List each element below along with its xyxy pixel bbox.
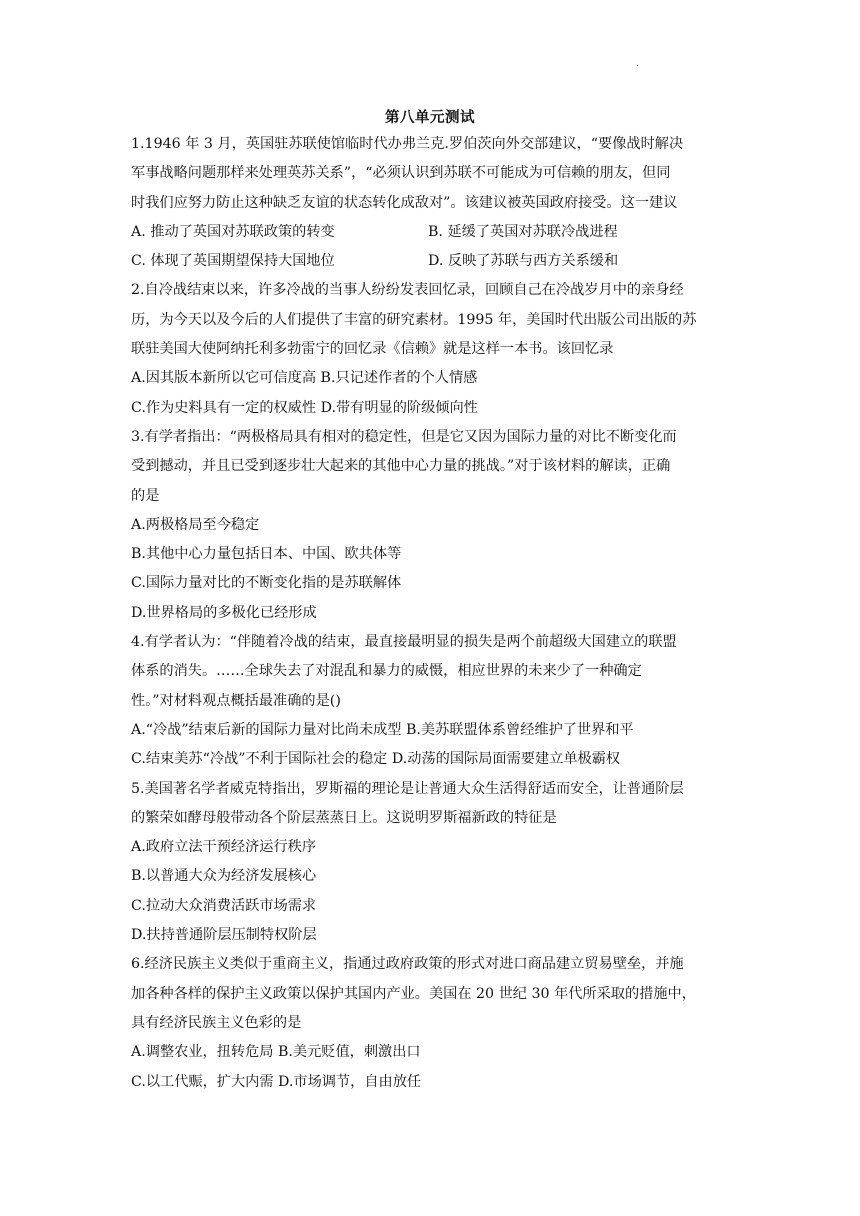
question-2 [131,276,741,422]
question-stem-line: 历，为今天以及今后的人们提供了丰富的研究素材。1995 年，美国时代出版公司出版的苏 [131,311,697,328]
option-a: A.政府立法干预经济运行秩序 [131,839,317,856]
question-stem-line: 性。”对材料观点概括最准确的是() [131,692,341,709]
question-stem-line: 4.有学者认为：“伴随着冷战的结束，最直接最明显的损失是两个前超级大国建立的联盟 [131,634,677,651]
option-row: A.“冷战”结束后新的国际力量对比尚未成型 B.美苏联盟体系曾经维护了世界和平 [131,721,634,738]
question-stem-line: 联驻美国大使阿纳托利多勃雷宁的回忆录《信赖》就是这样一本书。该回忆录 [131,341,614,358]
option-d: D.扶持普通阶层压制特权阶层 [131,927,317,944]
option-b: B. 延缓了英国对苏联冷战进程 [428,223,618,240]
question-stem-line: 2.自冷战结束以来，许多冷战的当事人纷纷发表回忆录，回顾自己在冷战岁月中的亲身经 [131,282,684,299]
question-stem-line: 1.1946 年 3 月，英国驻苏联使馆临时代办弗兰克.罗伯茨向外交部建议，“要像战时解决 [131,136,684,152]
option-row: C.以工代赈，扩大内需 D.市场调节，自由放任 [131,1073,422,1090]
option-row: C.作为史料具有一定的权威性 D.带有明显的阶级倾向性 [131,399,478,416]
option-c: C.国际力量对比的不断变化指的是苏联解体 [131,575,402,592]
question-1 [131,130,741,276]
question-6 [131,950,741,1096]
question-stem-line: 的是 [131,487,160,504]
question-stem-line: 体系的消失。……全球失去了对混乱和暴力的威慑，相应世界的未来少了一种确定 [131,663,642,680]
option-b: B.其他中心力量包括日本、中国、欧共体等 [131,546,402,563]
option-c: C.拉动大众消费活跃市场需求 [131,897,317,914]
option-row: C.结束美苏“冷战”不利于国际社会的稳定 D.动荡的国际局面需要建立单极霸权 [131,751,621,768]
page-title: 第八单元测试 [385,110,475,126]
option-a: A.两极格局至今稳定 [131,516,260,533]
question-stem-line: 6.经济民族主义类似于重商主义，指通过政府政策的形式对进口商品建立贸易壁垒，并施 [131,956,684,973]
question-stem-line: 时我们应努力防止这种缺乏友谊的状态转化成敌对”。该建议被英国政府接受。这一建议 [131,194,678,211]
question-stem-line: 的繁荣如酵母般带动各个阶层蒸蒸日上。这说明罗斯福新政的特征是 [131,809,557,826]
option-row: A.调整农业，扭转危局 B.美元贬值，刺激出口 [131,1044,421,1061]
question-stem-line: 受到撼动，并且已受到逐步壮大起来的其他中心力量的挑战。”对于该材料的解读，正确 [131,458,671,475]
question-list [131,130,741,1097]
option-row [131,218,741,247]
option-row: A.因其版本新所以它可信度高 B.只记述作者的个人情感 [131,370,478,387]
question-3 [131,423,741,628]
option-b: B.以普通大众为经济发展核心 [131,868,317,885]
question-stem-line: 加各种各样的保护主义政策以保护其国内产业。美国在 20 世纪 30 年代所采取的措施中， [131,985,696,1002]
question-stem-line: 3.有学者指出：“两极格局具有相对的稳定性，但是它又因为国际力量的对比不断变化而 [131,428,677,445]
option-d: D. 反映了苏联与西方关系缓和 [428,253,619,270]
question-stem-line: 具有经济民族主义色彩的是 [131,1014,302,1031]
question-5 [131,775,741,951]
option-d: D.世界格局的多极化已经形成 [131,604,317,621]
question-stem-line: 军事战略问题那样来处理英苏关系”，“必须认识到苏联不可能成为可信赖的朋友，但同 [131,165,671,182]
header-mark: . [636,58,640,69]
question-stem-line: 5.美国著名学者威克特指出，罗斯福的理论是让普通大众生活得舒适而安全，让普通阶层 [131,780,684,797]
option-a: A. 推动了英国对苏联政策的转变 [131,223,335,240]
option-c: C. 体现了英国期望保持大国地位 [131,253,335,270]
question-4 [131,628,741,774]
option-row [131,247,741,276]
